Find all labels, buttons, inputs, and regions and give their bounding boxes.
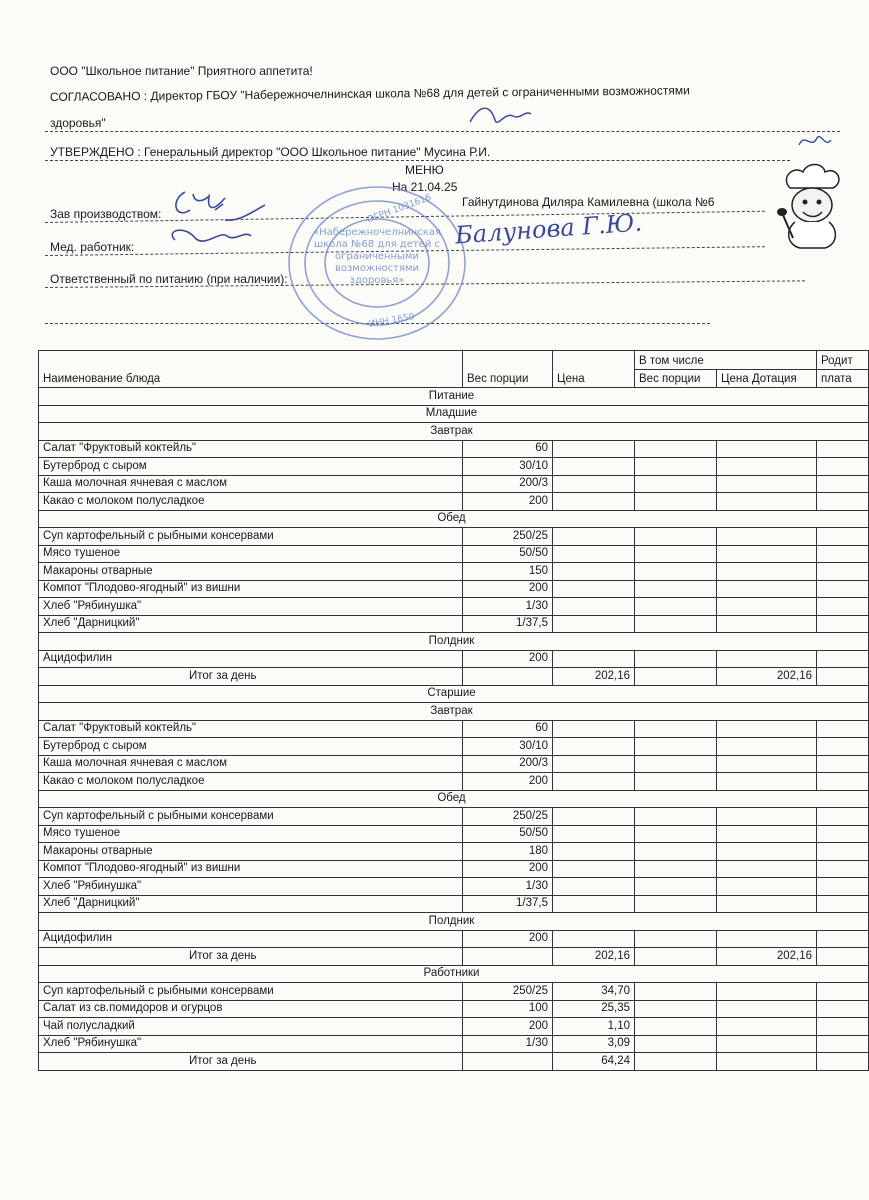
dish-price	[553, 738, 635, 756]
section-row	[39, 633, 869, 651]
table-row	[39, 563, 869, 581]
empty-cell	[817, 720, 869, 738]
dish-dotation	[717, 528, 817, 546]
col-name-header: Наименование блюда	[39, 351, 463, 388]
section-row	[39, 405, 869, 423]
dish-name: Макароны отварные	[39, 843, 463, 861]
dish-price: 25,35	[553, 1000, 635, 1018]
dish-weight: 200/3	[463, 755, 553, 773]
section-label: Обед	[39, 510, 869, 528]
dish-price	[553, 930, 635, 948]
empty-cell	[635, 563, 717, 581]
empty-cell	[817, 930, 869, 948]
table-row	[39, 528, 869, 546]
dish-name: Компот "Плодово-ягодный" из вишни	[39, 860, 463, 878]
dish-name: Хлеб "Рябинушка"	[39, 878, 463, 896]
dish-name: Хлеб "Рябинушка"	[39, 1035, 463, 1053]
dish-name: Каша молочная ячневая с маслом	[39, 755, 463, 773]
empty-cell	[817, 773, 869, 791]
dish-name: Салат "Фруктовый коктейль"	[39, 720, 463, 738]
table-row	[39, 738, 869, 756]
empty-cell	[635, 983, 717, 1001]
dish-price	[553, 825, 635, 843]
dish-name: Компот "Плодово-ягодный" из вишни	[39, 580, 463, 598]
dish-weight: 250/25	[463, 983, 553, 1001]
total-price: 202,16	[553, 668, 635, 686]
divider	[45, 131, 840, 132]
section-row	[39, 913, 869, 931]
dish-name: Хлеб "Рябинушка"	[39, 598, 463, 616]
dish-dotation	[717, 475, 817, 493]
dish-weight: 100	[463, 1000, 553, 1018]
dish-dotation	[717, 773, 817, 791]
section-row	[39, 685, 869, 703]
table-row	[39, 440, 869, 458]
dish-name: Салат из св.помидоров и огурцов	[39, 1000, 463, 1018]
stamp-ogrn: ОГРН 1031616	[365, 192, 433, 226]
dish-weight: 200/3	[463, 475, 553, 493]
approved-line: УТВЕРЖДЕНО : Генеральный директор "ООО Школьное питание" Мусина Р.И.	[50, 145, 491, 159]
table-row	[39, 1018, 869, 1036]
total-label: Итог за день	[39, 948, 463, 966]
dish-name: Хлеб "Дарницкий"	[39, 895, 463, 913]
empty-cell	[635, 860, 717, 878]
empty-cell	[635, 615, 717, 633]
section-row	[39, 790, 869, 808]
empty-cell	[817, 860, 869, 878]
header-row	[39, 351, 869, 370]
empty-cell	[817, 843, 869, 861]
empty-cell	[817, 493, 869, 511]
stamp-inn: ИНН 1650	[368, 312, 416, 330]
table-row	[39, 493, 869, 511]
dish-dotation	[717, 650, 817, 668]
col-sub-weight-header: Вес порции	[635, 369, 717, 388]
table-row	[39, 895, 869, 913]
dish-price	[553, 755, 635, 773]
section-label: Младшие	[39, 405, 869, 423]
table-row	[39, 755, 869, 773]
empty-cell	[817, 668, 869, 686]
total-dotation	[717, 1053, 817, 1071]
section-label: Обед	[39, 790, 869, 808]
empty-cell	[817, 615, 869, 633]
dish-weight: 200	[463, 860, 553, 878]
dish-weight: 1/30	[463, 598, 553, 616]
stamp-line3: ограниченными	[335, 251, 419, 262]
empty-cell	[635, 738, 717, 756]
empty-cell	[635, 475, 717, 493]
total-dotation: 202,16	[717, 668, 817, 686]
empty-cell	[817, 1000, 869, 1018]
divider	[45, 160, 790, 161]
empty-cell	[817, 650, 869, 668]
empty-cell	[817, 475, 869, 493]
dish-dotation	[717, 843, 817, 861]
empty-cell	[635, 1035, 717, 1053]
total-row	[39, 668, 869, 686]
empty-cell	[817, 895, 869, 913]
empty-cell	[817, 983, 869, 1001]
dish-price	[553, 615, 635, 633]
med-signature: Балунова Г.Ю.	[454, 208, 643, 250]
col-parent-header-2: плата	[817, 369, 869, 388]
stamp-line5: здоровья»	[349, 275, 405, 286]
empty-cell	[635, 580, 717, 598]
med-label: Мед. работник:	[50, 240, 135, 254]
dish-weight: 1/37,5	[463, 895, 553, 913]
section-label: Работники	[39, 965, 869, 983]
dish-price	[553, 458, 635, 476]
empty-cell	[635, 1053, 717, 1071]
dish-price	[553, 580, 635, 598]
stamp-line1: «Набережночелнинская	[313, 227, 441, 238]
table-row	[39, 580, 869, 598]
menu-body	[39, 388, 869, 1071]
dish-dotation	[717, 563, 817, 581]
empty-cell	[817, 825, 869, 843]
stamp-line4: возможностями	[334, 263, 420, 274]
table-row	[39, 983, 869, 1001]
empty-cell	[817, 948, 869, 966]
total-dotation: 202,16	[717, 948, 817, 966]
table-row	[39, 1035, 869, 1053]
total-weight	[463, 668, 553, 686]
table-row	[39, 930, 869, 948]
dish-weight: 60	[463, 720, 553, 738]
dish-dotation	[717, 458, 817, 476]
section-row	[39, 423, 869, 441]
empty-cell	[817, 545, 869, 563]
empty-cell	[635, 773, 717, 791]
dish-name: Чай полусладкий	[39, 1018, 463, 1036]
empty-cell	[635, 440, 717, 458]
menu-title: МЕНЮ	[405, 163, 444, 177]
dish-weight: 250/25	[463, 528, 553, 546]
empty-cell	[817, 440, 869, 458]
dish-weight: 60	[463, 440, 553, 458]
org-line: ООО "Школьное питание" Приятного аппетита!	[50, 64, 313, 78]
dish-dotation	[717, 1018, 817, 1036]
dish-price	[553, 545, 635, 563]
empty-cell	[817, 755, 869, 773]
dish-price	[553, 650, 635, 668]
table-row	[39, 615, 869, 633]
dish-dotation	[717, 440, 817, 458]
table-row	[39, 475, 869, 493]
dish-weight: 250/25	[463, 808, 553, 826]
dish-name: Хлеб "Дарницкий"	[39, 615, 463, 633]
agreed-line-cont: здоровья"	[50, 116, 106, 130]
dish-dotation	[717, 755, 817, 773]
total-weight	[463, 1053, 553, 1071]
dish-weight: 30/10	[463, 458, 553, 476]
dish-name: Ацидофилин	[39, 930, 463, 948]
section-label: Старшие	[39, 685, 869, 703]
empty-cell	[817, 563, 869, 581]
section-label: Полдник	[39, 633, 869, 651]
col-including-header: В том числе	[635, 351, 817, 370]
total-price: 64,24	[553, 1053, 635, 1071]
total-price: 202,16	[553, 948, 635, 966]
empty-cell	[817, 528, 869, 546]
dish-dotation	[717, 615, 817, 633]
dish-name: Какао с молоком полусладкое	[39, 493, 463, 511]
table-row	[39, 808, 869, 826]
table-row	[39, 860, 869, 878]
dish-name: Бутерброд с сыром	[39, 458, 463, 476]
dish-price	[553, 563, 635, 581]
empty-cell	[635, 493, 717, 511]
dish-price	[553, 528, 635, 546]
table-row	[39, 458, 869, 476]
col-sub-price-header: Цена Дотация	[717, 369, 817, 388]
prod-head-name: Гайнутдинова Диляра Камилевна (школа №6	[462, 195, 715, 209]
dish-weight: 200	[463, 580, 553, 598]
dish-weight: 1/30	[463, 878, 553, 896]
dish-dotation	[717, 860, 817, 878]
empty-cell	[635, 948, 717, 966]
dish-dotation	[717, 545, 817, 563]
dish-price	[553, 475, 635, 493]
dish-price	[553, 773, 635, 791]
table-row	[39, 843, 869, 861]
dish-price	[553, 860, 635, 878]
dish-name: Суп картофельный с рыбными консервами	[39, 983, 463, 1001]
empty-cell	[817, 878, 869, 896]
empty-cell	[635, 720, 717, 738]
dish-name: Какао с молоком полусладкое	[39, 773, 463, 791]
dish-weight: 200	[463, 650, 553, 668]
empty-cell	[635, 1018, 717, 1036]
dish-price	[553, 493, 635, 511]
table-row	[39, 1000, 869, 1018]
dish-price	[553, 598, 635, 616]
dish-name: Бутерброд с сыром	[39, 738, 463, 756]
dish-dotation	[717, 1035, 817, 1053]
dish-dotation	[717, 895, 817, 913]
dish-name: Ацидофилин	[39, 650, 463, 668]
total-row	[39, 948, 869, 966]
dish-weight: 180	[463, 843, 553, 861]
director-signature	[465, 102, 535, 132]
empty-cell	[635, 755, 717, 773]
dish-dotation	[717, 493, 817, 511]
dish-dotation	[717, 1000, 817, 1018]
dish-price	[553, 843, 635, 861]
prod-head-signature	[165, 180, 275, 260]
empty-cell	[635, 930, 717, 948]
total-label: Итог за день	[39, 668, 463, 686]
dish-price	[553, 895, 635, 913]
empty-cell	[817, 808, 869, 826]
dish-price: 1,10	[553, 1018, 635, 1036]
dish-price	[553, 720, 635, 738]
dish-name: Салат "Фруктовый коктейль"	[39, 440, 463, 458]
prod-head-label: Зав производством:	[50, 207, 162, 221]
dish-name: Макароны отварные	[39, 563, 463, 581]
dish-weight: 200	[463, 773, 553, 791]
total-row	[39, 1053, 869, 1071]
round-stamp	[282, 183, 472, 343]
table-row	[39, 650, 869, 668]
empty-cell	[817, 458, 869, 476]
dish-dotation	[717, 738, 817, 756]
empty-cell	[635, 843, 717, 861]
total-weight	[463, 948, 553, 966]
dish-weight: 30/10	[463, 738, 553, 756]
dish-name: Суп картофельный с рыбными консервами	[39, 808, 463, 826]
total-label: Итог за день	[39, 1053, 463, 1071]
agreed-line: СОГЛАСОВАНО : Директор ГБОУ "Набережночелнинская школа №68 для детей с ограниченными возможностями	[49, 83, 690, 104]
dish-weight: 1/30	[463, 1035, 553, 1053]
empty-cell	[817, 1053, 869, 1071]
dish-dotation	[717, 878, 817, 896]
empty-cell	[635, 598, 717, 616]
dish-dotation	[717, 598, 817, 616]
dish-weight: 150	[463, 563, 553, 581]
dish-price: 3,09	[553, 1035, 635, 1053]
table-row	[39, 878, 869, 896]
empty-cell	[635, 808, 717, 826]
dish-name: Суп картофельный с рыбными консервами	[39, 528, 463, 546]
empty-cell	[635, 668, 717, 686]
dish-name: Каша молочная ячневая с маслом	[39, 475, 463, 493]
empty-cell	[635, 650, 717, 668]
dish-price	[553, 440, 635, 458]
dish-dotation	[717, 808, 817, 826]
menu-date: На 21.04.25	[392, 180, 458, 194]
empty-cell	[635, 1000, 717, 1018]
dish-price	[553, 878, 635, 896]
dish-name: Мясо тушеное	[39, 825, 463, 843]
dish-weight: 200	[463, 930, 553, 948]
dish-weight: 50/50	[463, 545, 553, 563]
empty-cell	[635, 825, 717, 843]
empty-cell	[635, 878, 717, 896]
col-weight-header: Вес порции	[463, 351, 553, 388]
section-label: Завтрак	[39, 423, 869, 441]
section-row	[39, 965, 869, 983]
dish-dotation	[717, 930, 817, 948]
menu-table	[38, 350, 869, 1071]
chef-illustration	[775, 160, 845, 250]
table-row	[39, 720, 869, 738]
col-price-header: Цена	[553, 351, 635, 388]
table-row	[39, 773, 869, 791]
table-row	[39, 598, 869, 616]
stamp-line2: школа №68 для детей с	[313, 239, 441, 250]
approved-signature	[795, 130, 835, 155]
empty-cell	[817, 598, 869, 616]
empty-cell	[817, 1035, 869, 1053]
section-label: Полдник	[39, 913, 869, 931]
empty-cell	[635, 895, 717, 913]
section-row	[39, 703, 869, 721]
dish-weight: 1/37,5	[463, 615, 553, 633]
dish-weight: 50/50	[463, 825, 553, 843]
dish-name: Мясо тушеное	[39, 545, 463, 563]
table-row	[39, 545, 869, 563]
dish-weight: 200	[463, 1018, 553, 1036]
table-row	[39, 825, 869, 843]
section-row	[39, 388, 869, 406]
dish-dotation	[717, 825, 817, 843]
section-label: Завтрак	[39, 703, 869, 721]
empty-cell	[817, 1018, 869, 1036]
section-row	[39, 510, 869, 528]
dish-dotation	[717, 983, 817, 1001]
dish-dotation	[717, 580, 817, 598]
dish-price: 34,70	[553, 983, 635, 1001]
empty-cell	[635, 528, 717, 546]
dish-dotation	[717, 720, 817, 738]
resp-label: Ответственный по питанию (при наличии):	[50, 272, 288, 286]
col-parent-header: Родит	[817, 351, 869, 370]
dish-weight: 200	[463, 493, 553, 511]
empty-cell	[635, 545, 717, 563]
dish-price	[553, 808, 635, 826]
section-label: Питание	[39, 388, 869, 406]
empty-cell	[817, 738, 869, 756]
empty-cell	[635, 458, 717, 476]
empty-cell	[817, 580, 869, 598]
